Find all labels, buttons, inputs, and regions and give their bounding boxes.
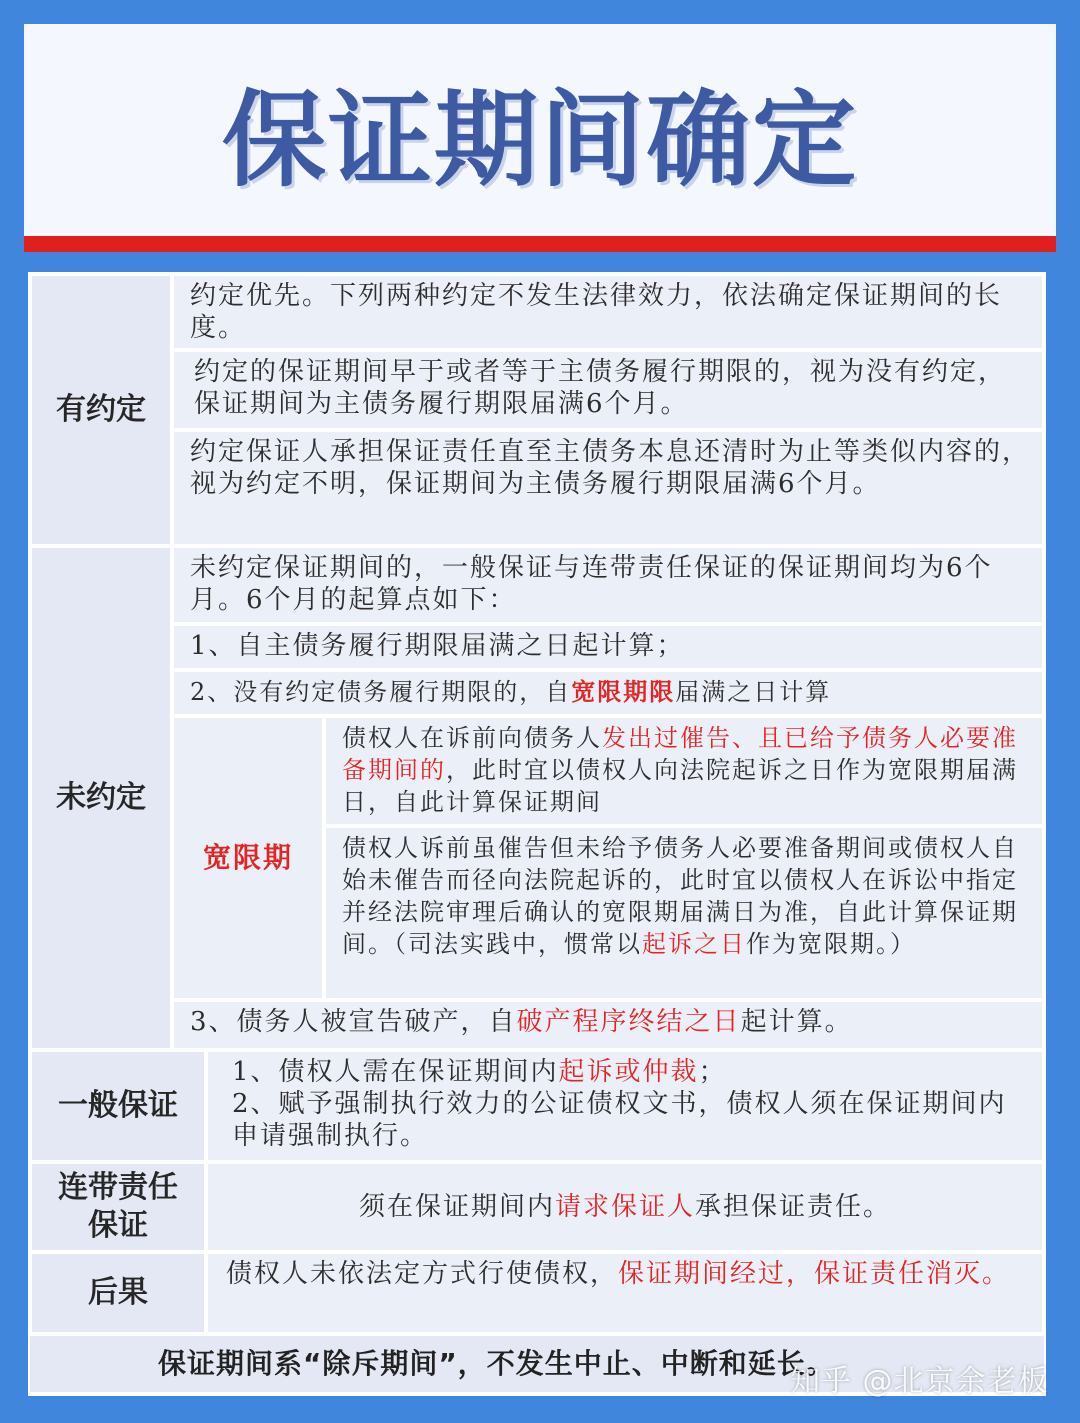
joint-guarantee-text: 须在保证期间内 请求保证人 承担保证责任。 bbox=[208, 1164, 1042, 1250]
general-line-1: 1、债权人需在保证期间内起诉或仲裁； bbox=[232, 1057, 727, 1087]
unagreed-item-2: 2、没有约定债务履行期限的，自宽限期限届满之日计算 bbox=[174, 672, 1042, 714]
footer-note: 保证期间系“除斥期间”，不发生中止、中断和延长。 bbox=[30, 1336, 1044, 1392]
label-joint-guarantee: 连带责任保证 bbox=[32, 1164, 204, 1250]
unagreed-item-3: 3、债务人被宣告破产，自破产程序终结之日起计算。 bbox=[174, 1002, 1042, 1048]
label-agreed: 有约定 bbox=[32, 276, 170, 544]
page-title: 保证期间确定 bbox=[221, 79, 858, 201]
grace-case-2: 债权人诉前虽催告但未给予债务人必要准备期间或债权人自始未催告而径向法院起诉的，此时宜以债权人在诉讼中指定并经法院审理后确认的宽限期届满日为准，自此计算保证期间。（司法实践中，惯常以起诉之日作为宽限期。） bbox=[326, 828, 1042, 998]
grace-period-label: 宽限期 bbox=[202, 841, 293, 874]
label-unagreed: 未约定 bbox=[32, 548, 170, 1048]
general-guarantee-text bbox=[208, 1052, 1042, 1160]
unagreed-item-1: 1、自主债务履行期限届满之日起计算； bbox=[174, 626, 1042, 668]
label-consequence: 后果 bbox=[32, 1254, 204, 1332]
general-line-2: 2、赋予强制执行效力的公证债权文书，债权人须在保证期间内申请强制执行。 bbox=[232, 1089, 1007, 1151]
consequence-text: 债权人未依法定方式行使债权，保证期间经过，保证责任消灭。 bbox=[208, 1254, 1042, 1332]
grace-term-highlight: 宽限期限 bbox=[571, 677, 676, 706]
label-general-guarantee: 一般保证 bbox=[32, 1052, 204, 1160]
red-divider bbox=[24, 236, 1056, 252]
agreed-row-2: 约定的保证期间早于或者等于主债务履行期限的，视为没有约定，保证期间为主债务履行期限届满6个月。 bbox=[174, 352, 1042, 428]
watermark: 知乎 @北京余老板 bbox=[790, 1364, 1049, 1399]
agreed-row-1: 约定优先。下列两种约定不发生法律效力，依法确定保证期间的长度。 bbox=[174, 276, 1042, 348]
grace-case-1: 债权人在诉前向债务人发出过催告、且已给予债务人必要准备期间的，此时宜以债权人向法院起诉之日作为宽限期届满日，自此计算保证期间 bbox=[326, 718, 1042, 824]
top-strip bbox=[0, 0, 1080, 14]
agreed-row-3: 约定保证人承担保证责任直至主债务本息还清时为止等类似内容的，视为约定不明，保证期间为主债务履行期限届满6个月。 bbox=[174, 432, 1042, 544]
title-panel bbox=[24, 24, 1056, 236]
grace-period-label-cell bbox=[174, 718, 322, 998]
unagreed-intro: 未约定保证期间的，一般保证与连带责任保证的保证期间均为6个月。6个月的起算点如下： bbox=[174, 548, 1042, 622]
